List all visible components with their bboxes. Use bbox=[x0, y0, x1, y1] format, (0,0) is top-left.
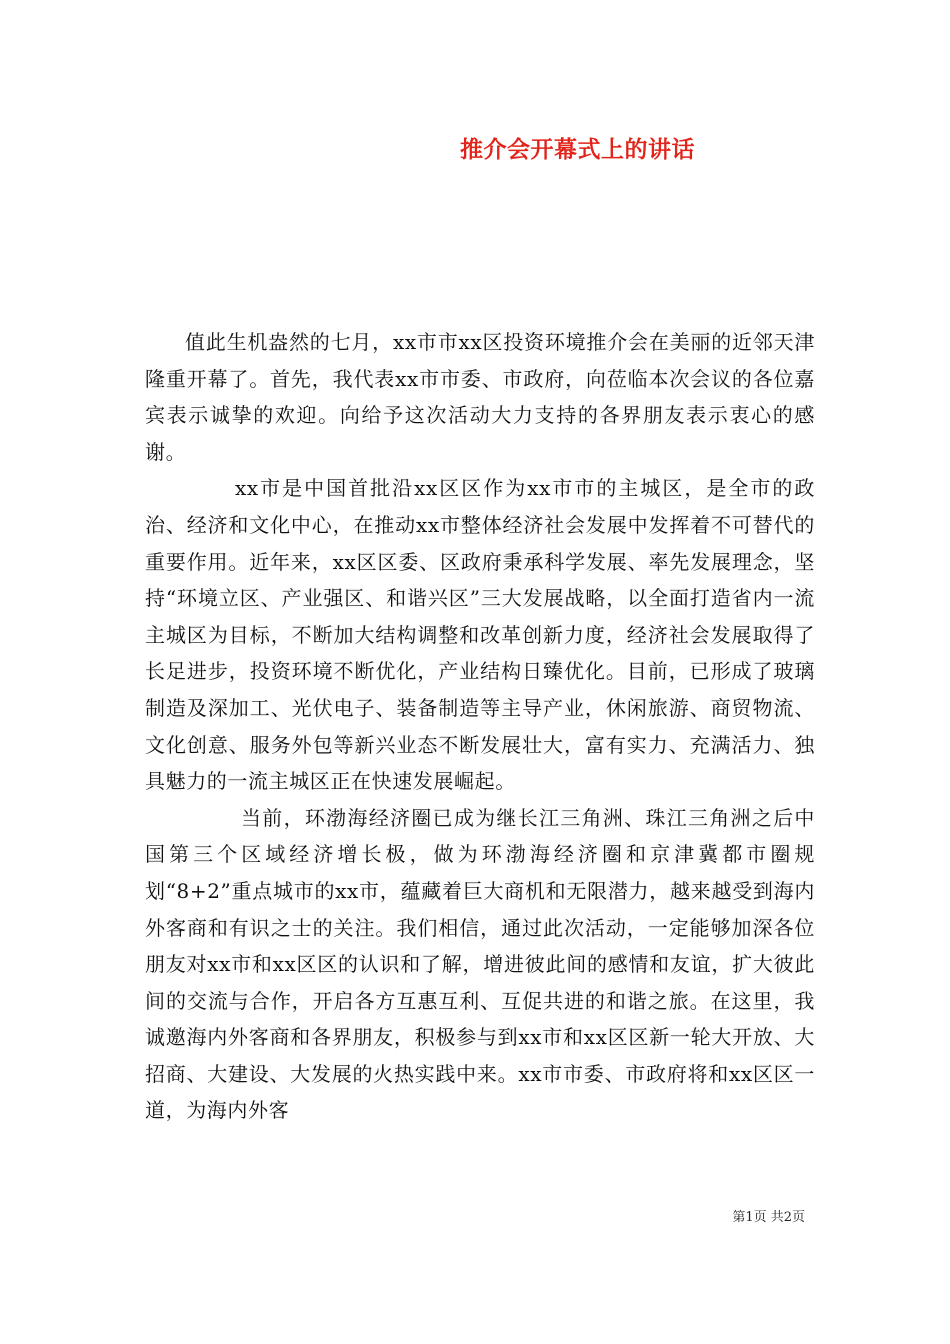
paragraph-1: 值此生机盎然的七月，xx市市xx区投资环境推介会在美丽的近邻天津隆重开幕了。首先，我代表xx市市委、市政府，向莅临本次会议的各位嘉宾表示诚挚的欢迎。向给予这次活动大力支持的各界朋友表示衷心的感谢。 bbox=[145, 330, 815, 464]
page-number-footer: 第1页 共2页 bbox=[732, 1210, 805, 1225]
document-title: 推介会开幕式上的讲话 bbox=[460, 137, 695, 163]
paragraph-3: 当前，环渤海经济圈已成为继长江三角洲、珠江三角洲之后中国第三个区域经济增长极，做为环渤海经济圈和京津冀都市圈规划“8+2”重点城市的xx市，蕴藏着巨大商机和无限潜力，越来越受到海内外客商和有识之士的关注。我们相信，通过此次活动，一定能够加深各位朋友对xx市和xx区区的认识和了解，增进彼此间的感情和友谊，扩大彼此间的交流与合作，开启各方互惠互利、互促共进的和谐之旅。在这里，我诚邀海内外客商和各界朋友，积极参与到xx市和xx区区新一轮大开放、大招商、大建设、大发展的火热实践中来。xx市市委、市政府将和xx区区一道，为海内外客 bbox=[145, 805, 815, 1123]
paragraph-2: xx市是中国首批沿xx区区作为xx市市的主城区，是全市的政治、经济和文化中心，在推动xx市整体经济社会发展中发挥着不可替代的重要作用。近年来，xx区区委、区政府秉承科学发展、率先发展理念，坚持“环境立区、产业强区、和谐兴区”三大发展战略，以全面打造省内一流主城区为目标，不断加大结构调整和改革创新力度，经济社会发展取得了长足进步，投资环境不断优化，产业结构日臻优化。目前，已形成了玻璃制造及深加工、光伏电子、装备制造等主导产业，休闲旅游、商贸物流、文化创意、服务外包等新兴业态不断发展壮大，富有实力、充满活力、独具魅力的一流主城区正在快速发展崛起。 bbox=[145, 476, 815, 794]
document-body bbox=[145, 324, 815, 1129]
